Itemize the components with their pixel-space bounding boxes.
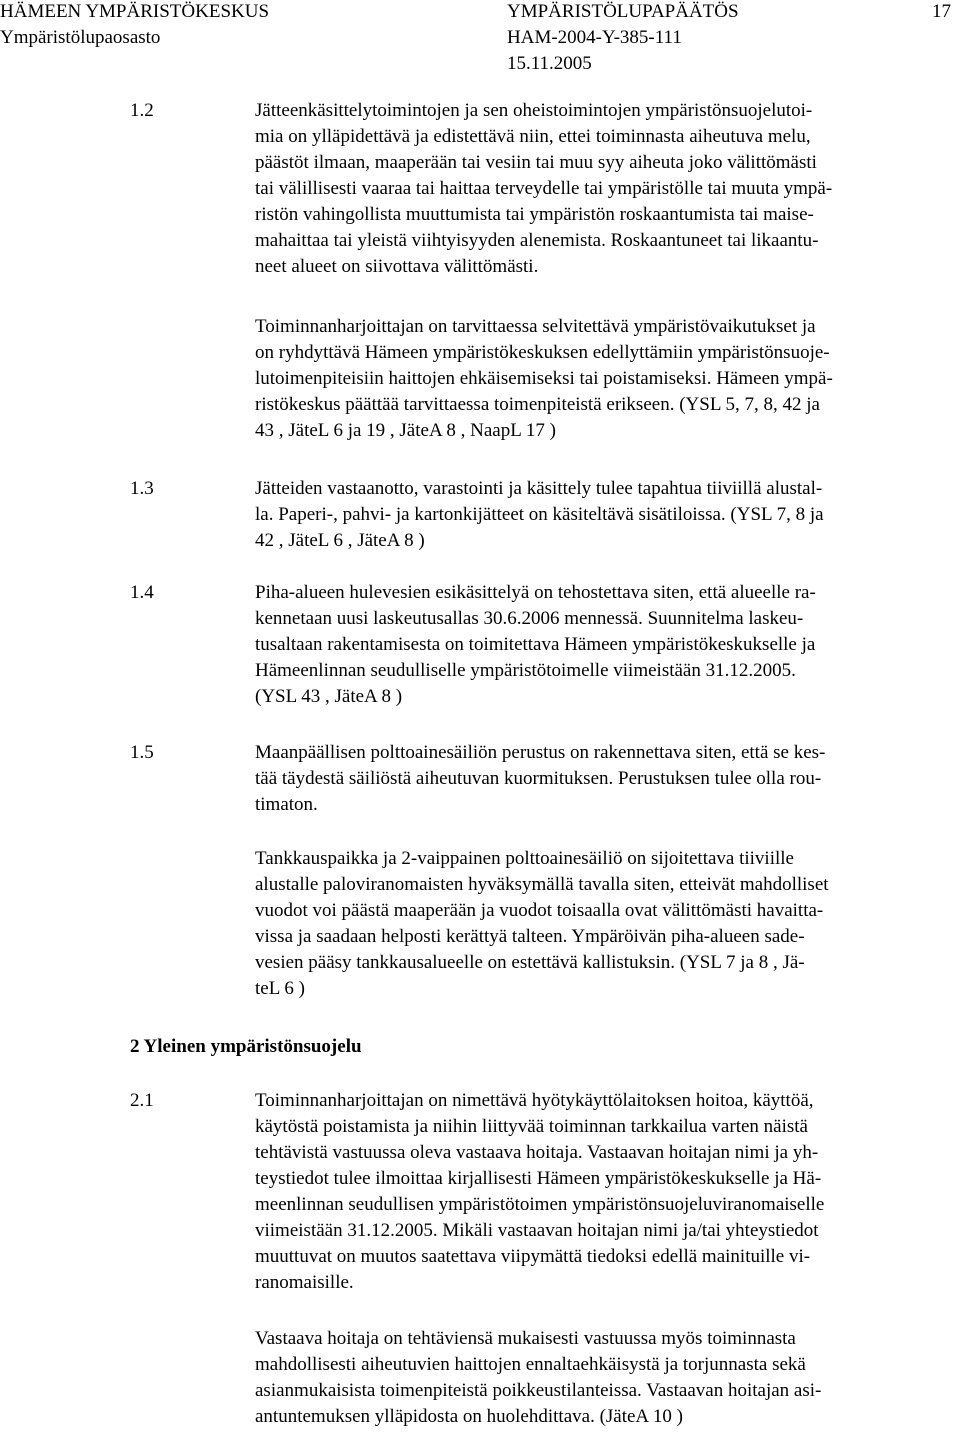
text-line: (YSL 43 , JäteA 8 ) — [255, 686, 403, 707]
text-line: viimeistään 31.12.2005. Mikäli vastaavan hoitajan nimi ja/tai yhteystiedot — [255, 1220, 819, 1241]
text-line: Toiminnanharjoittajan on nimettävä hyötykäyttölaitoksen hoitoa, käyttöä, — [255, 1090, 814, 1111]
item-number: 1.4 — [130, 582, 154, 603]
text-line: käytöstä poistamista ja niihin liittyvää toiminnan tarkkailua varten näistä — [255, 1116, 808, 1137]
text-line: vesien pääsy tankkausalueelle on estettävä kallistuksin. (YSL 7 ja 8 , Jä- — [255, 952, 805, 973]
paragraph — [255, 1326, 955, 1430]
text-line: Toiminnanharjoittajan on tarvittaessa selvitettävä ympäristövaikutukset ja — [255, 316, 816, 337]
item-number: 1.3 — [130, 478, 154, 499]
text-line: mahaittaa tai yleistä viihtyisyyden alenemista. Roskaantuneet tai likaantu- — [255, 230, 819, 251]
department-name: Ympäristölupaosasto — [0, 27, 161, 48]
text-line: Vastaava hoitaja on tehtäviensä mukaisesti vastuussa myös toiminnasta — [255, 1328, 796, 1349]
text-line: päästöt ilmaan, maaperään tai vesiin tai muu syy aiheuta joko välittömästi — [255, 152, 817, 173]
agency-name: HÄMEEN YMPÄRISTÖKESKUS — [0, 1, 270, 22]
paragraph — [255, 476, 955, 554]
text-line: la. Paperi-, pahvi- ja kartonkijätteet on käsiteltävä sisätiloissa. (YSL 7, 8 ja — [255, 504, 824, 525]
text-line: mahdollisesti aiheutuvien haittojen ennaltaehkäisystä ja torjunnasta sekä — [255, 1354, 806, 1375]
item-number: 1.2 — [130, 100, 154, 121]
text-line: Maanpäällisen polttoainesäiliön perustus on rakennettava siten, että se kes- — [255, 742, 826, 763]
text-line: Tankkauspaikka ja 2-vaippainen polttoainesäiliö on sijoitettava tiiviille — [255, 848, 794, 869]
text-line: lutoimenpiteisiin haittojen ehkäisemiseksi tai poistamiseksi. Hämeen ympä- — [255, 368, 833, 389]
text-line: Hämeenlinnan seudulliselle ympäristötoimelle viimeistään 31.12.2005. — [255, 660, 796, 681]
paragraph — [255, 740, 955, 818]
text-line: tää täydestä säiliöstä aiheutuvan kuormituksen. Perustuksen tulee olla rou- — [255, 768, 822, 789]
text-line: alustalle paloviranomaisten hyväksymällä tavalla siten, etteivät mahdolliset — [255, 874, 829, 895]
paragraph — [255, 1088, 955, 1296]
text-line: kennetaan uusi laskeutusallas 30.6.2006 mennessä. Suunnitelma laskeu- — [255, 608, 804, 629]
text-line: muuttuvat on muutos saatettava viipymättä tiedoksi edellä mainituille vi- — [255, 1246, 811, 1267]
paragraph — [255, 98, 955, 280]
text-line: mia on ylläpidettävä ja edistettävä niin, ettei toiminnasta aiheutuva melu, — [255, 126, 811, 147]
text-line: vissa ja saadaan helposti kerättyä talteen. Ympäröivän piha-alueen sade- — [255, 926, 805, 947]
text-line: tehtävistä vastuussa oleva vastaava hoitaja. Vastaavan hoitajan nimi ja yh- — [255, 1142, 819, 1163]
text-line: tai välillisesti vaaraa tai haittaa terveydelle tai ympäristölle tai muuta ympä- — [255, 178, 833, 199]
paragraph — [255, 314, 955, 444]
text-line: tusaltaan rakentamisesta on toimitettava Hämeen ympäristökeskukselle ja — [255, 634, 816, 655]
text-line: 43 , JäteL 6 ja 19 , JäteA 8 , NaapL 17 ) — [255, 420, 556, 441]
document-id: HAM-2004-Y-385-111 — [507, 27, 682, 48]
item-number: 2.1 — [130, 1090, 154, 1111]
item-number: 1.5 — [130, 742, 154, 763]
page-header — [0, 0, 960, 80]
text-line: ristökeskus päättää tarvittaessa toimenpiteistä erikseen. (YSL 5, 7, 8, 42 ja — [255, 394, 820, 415]
text-line: neet alueet on siivottava välittömästi. — [255, 256, 539, 277]
page-number: 17 — [932, 1, 951, 22]
text-line: timaton. — [255, 794, 318, 815]
text-line: vuodot voi päästä maaperään ja vuodot toisaalla ovat välittömästi havaitta- — [255, 900, 824, 921]
text-line: ristön vahingollista muuttumista tai ympäristön roskaantumista tai maise- — [255, 204, 814, 225]
text-line: Piha-alueen hulevesien esikäsittelyä on tehostettava siten, että alueelle ra- — [255, 582, 816, 603]
text-line: 42 , JäteL 6 , JäteA 8 ) — [255, 530, 425, 551]
text-line: teL 6 ) — [255, 978, 305, 999]
text-line: ranomaisille. — [255, 1272, 354, 1293]
text-line: antuntemuksen ylläpidosta on huolehdittava. (JäteA 10 ) — [255, 1406, 683, 1427]
document-type: YMPÄRISTÖLUPAPÄÄTÖS — [507, 1, 739, 22]
document-date: 15.11.2005 — [507, 53, 592, 74]
text-line: on ryhdyttävä Hämeen ympäristökeskuksen edellyttämiin ympäristönsuoje- — [255, 342, 830, 363]
text-line: Jätteiden vastaanotto, varastointi ja käsittely tulee tapahtua tiiviillä alustal- — [255, 478, 823, 499]
text-line: asianmukaisista toimenpiteistä poikkeustilanteissa. Vastaavan hoitajan asi- — [255, 1380, 822, 1401]
section-heading: 2 Yleinen ympäristönsuojelu — [130, 1036, 362, 1057]
paragraph — [255, 580, 955, 710]
text-line: teystiedot tulee ilmoittaa kirjallisesti Hämeen ympäristökeskukselle ja Hä- — [255, 1168, 822, 1189]
text-line: meenlinnan seudullisen ympäristötoimen ympäristönsuojeluviranomaiselle — [255, 1194, 825, 1215]
paragraph — [255, 846, 955, 1002]
text-line: Jätteenkäsittelytoimintojen ja sen oheistoimintojen ympäristönsuojelutoi- — [255, 100, 813, 121]
